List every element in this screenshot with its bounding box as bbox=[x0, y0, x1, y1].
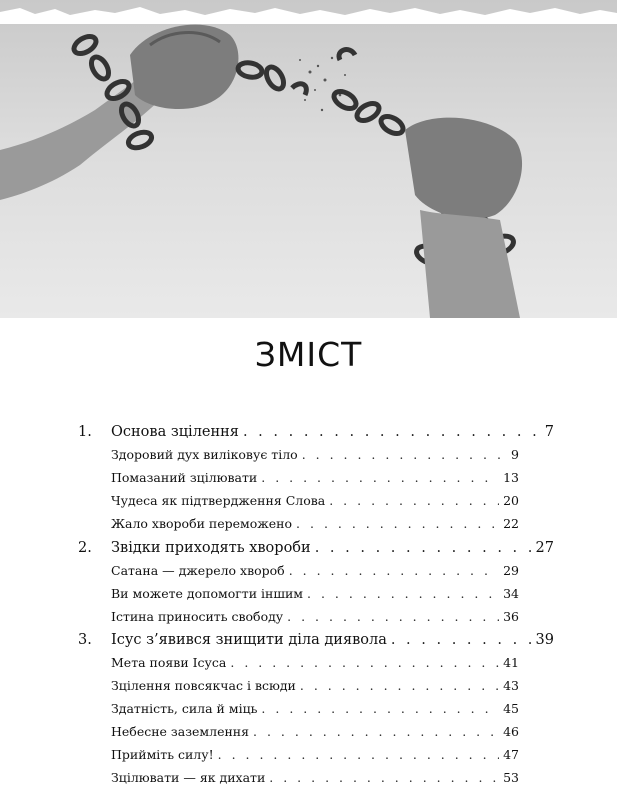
dot-leader bbox=[300, 678, 499, 693]
page-number: 36 bbox=[503, 609, 519, 624]
dot-leader bbox=[261, 701, 499, 716]
dot-leader bbox=[302, 447, 507, 462]
toc-section[interactable] bbox=[111, 516, 519, 531]
section-title: Зцілення повсякчас і всюди bbox=[111, 678, 296, 693]
dot-leader bbox=[391, 632, 532, 648]
dot-leader bbox=[289, 563, 499, 578]
page-number: 7 bbox=[544, 424, 554, 440]
dot-leader bbox=[261, 470, 499, 485]
chapter-title: Основа зцілення bbox=[111, 424, 239, 440]
section-title: Жало хвороби переможено bbox=[111, 516, 293, 531]
chapter-number: 1. bbox=[78, 424, 92, 440]
toc-section[interactable] bbox=[111, 470, 519, 485]
toc-section[interactable] bbox=[111, 770, 519, 785]
page-title: ЗМІСТ bbox=[254, 335, 363, 374]
page-number: 45 bbox=[503, 701, 519, 716]
toc-section[interactable] bbox=[111, 678, 519, 693]
dot-leader bbox=[307, 586, 499, 601]
toc-chapter-3[interactable] bbox=[78, 632, 554, 648]
section-title: Сатана — джерело хвороб bbox=[111, 563, 285, 578]
chapter-title: Ісус з’явився знищити діла диявола bbox=[111, 632, 387, 648]
section-title: Здоровий дух виліковує тіло bbox=[111, 447, 298, 462]
dot-leader bbox=[230, 655, 499, 670]
broken-chain-illustration bbox=[0, 0, 617, 318]
dot-leader bbox=[253, 724, 499, 739]
hero-image-broken-chains bbox=[0, 0, 617, 318]
section-title: Істина приносить свободу bbox=[111, 609, 284, 624]
toc-section[interactable] bbox=[111, 747, 519, 762]
dot-leader bbox=[296, 516, 499, 531]
toc-chapter-1[interactable] bbox=[78, 424, 554, 440]
toc-section[interactable] bbox=[111, 701, 519, 716]
dot-leader bbox=[218, 747, 499, 762]
dot-leader bbox=[329, 493, 499, 508]
toc-section[interactable] bbox=[111, 586, 519, 601]
dot-leader bbox=[269, 770, 499, 785]
torn-paper-edge bbox=[0, 0, 617, 24]
page-number: 34 bbox=[503, 586, 519, 601]
chapter-number: 2. bbox=[78, 540, 92, 556]
chapter-title: Звідки приходять хвороби bbox=[111, 540, 311, 556]
section-title: Небесне заземлення bbox=[111, 724, 250, 739]
toc-section[interactable] bbox=[111, 724, 519, 739]
section-title: Помазаний зцілювати bbox=[111, 470, 258, 485]
toc-section[interactable] bbox=[111, 493, 519, 508]
page-number: 22 bbox=[503, 516, 519, 531]
page-number: 39 bbox=[535, 632, 554, 648]
section-title: Прийміть силу! bbox=[111, 747, 214, 762]
page-number: 53 bbox=[503, 770, 519, 785]
page-number: 43 bbox=[503, 678, 519, 693]
section-title: Ви можете допомогти іншим bbox=[111, 586, 304, 601]
chapter-number: 3. bbox=[78, 632, 92, 648]
toc-chapter-2[interactable] bbox=[78, 540, 554, 556]
dot-leader bbox=[315, 540, 532, 556]
section-title: Зцілювати — як дихати bbox=[111, 770, 266, 785]
toc-section[interactable] bbox=[111, 563, 519, 578]
toc-section[interactable] bbox=[111, 609, 519, 624]
section-title: Чудеса як підтвердження Слова bbox=[111, 493, 326, 508]
page-number: 29 bbox=[503, 563, 519, 578]
page-number: 9 bbox=[511, 447, 519, 462]
page-number: 41 bbox=[503, 655, 519, 670]
page-number: 13 bbox=[503, 470, 519, 485]
page-number: 27 bbox=[535, 540, 554, 556]
toc-section[interactable] bbox=[111, 447, 519, 462]
toc-section[interactable] bbox=[111, 655, 519, 670]
page-number: 47 bbox=[503, 747, 519, 762]
page-number: 46 bbox=[503, 724, 519, 739]
dot-leader bbox=[243, 424, 541, 440]
dot-leader bbox=[287, 609, 499, 624]
page-number: 20 bbox=[503, 493, 519, 508]
section-title: Мета появи Ісуса bbox=[111, 655, 227, 670]
section-title: Здатність, сила й міць bbox=[111, 701, 258, 716]
